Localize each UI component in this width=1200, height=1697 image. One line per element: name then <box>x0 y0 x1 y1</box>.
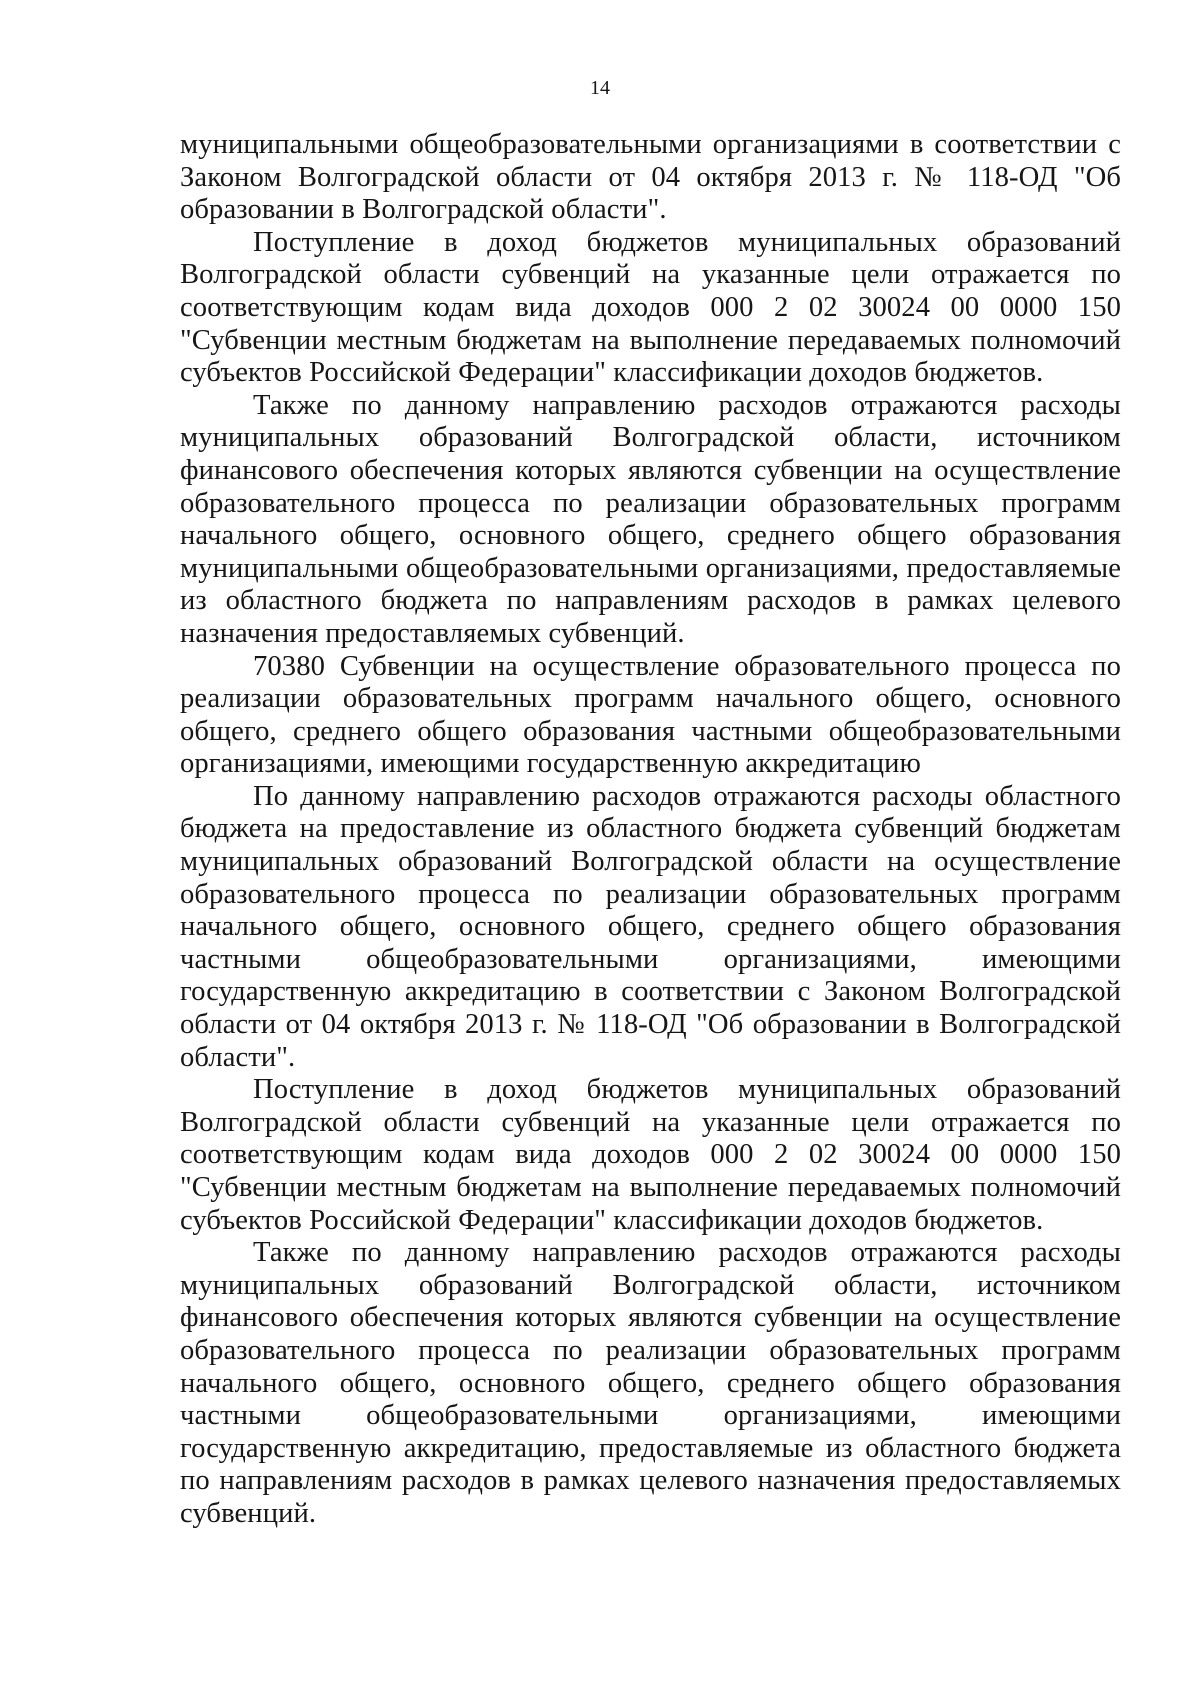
paragraph-revenue-subventions-2: Поступление в доход бюджетов муниципальных образований Волгоградской области субвенций на указанные цели отражается по соответствующим кодам вида доходов 000 2 02 30024 00 0000 150 "Субвенции местным бюджетам на выполнение передаваемых полномочий субъектов Российской Федерации" классификации доходов бюджетов. <box>180 1074 1121 1236</box>
paragraph-revenue-subventions: Поступление в доход бюджетов муниципальных образований Волгоградской области субвенций на указанные цели отражается по соответствующим кодам вида доходов 000 2 02 30024 00 0000 150 "Субвенции местным бюджетам на выполнение передаваемых полномочий субъектов Российской Федерации" классификации доходов бюджетов. <box>180 226 1121 389</box>
paragraph-regional-budget-expenses: По данному направлению расходов отражаются расходы областного бюджета на предоставление из областного бюджета субвенций бюджетам муниципальных образований Волгоградской области на осуществление образовательного процесса по реализации образовательных программ начального общего, основного общего, среднего общего образования частными общеобразовательными организациями, имеющими государственную аккредитацию в соответствии с Законом Волгоградской области от 04 октября 2013 г. № 118-ОД "Об образовании в Волгоградской области". <box>180 780 1121 1073</box>
paragraph-continuation: муниципальными общеобразовательными организациями в соответствии с Законом Волгоградской области от 04 октября 2013 г. № 118-ОД "Об образовании в Волгоградской области". <box>180 129 1121 226</box>
paragraph-code-70380-heading: 70380 Субвенции на осуществление образовательного процесса по реализации образовательных программ начального общего, основного общего, среднего общего образования частными общеобразовательными организациями, имеющими государственную аккредитацию <box>180 650 1121 780</box>
page-number: 14 <box>590 77 610 99</box>
document-body <box>180 129 1121 1531</box>
paragraph-municipal-expenses: Также по данному направлению расходов отражаются расходы муниципальных образований Волгоградской области, источником финансового обеспечения которых являются субвенции на осуществление образовательного процесса по реализации образовательных программ начального общего, основного общего, среднего общего образования муниципальными общеобразовательными организациями, предоставляемые из областного бюджета по направлениям расходов в рамках целевого назначения предоставляемых субвенций. <box>180 389 1121 649</box>
paragraph-municipal-expenses-2: Также по данному направлению расходов отражаются расходы муниципальных образований Волгоградской области, источником финансового обеспечения которых являются субвенции на осуществление образовательного процесса по реализации образовательных программ начального общего, основного общего, среднего общего образования частными общеобразовательными организациями, имеющими государственную аккредитацию, предоставляемые из областного бюджета по направлениям расходов в рамках целевого назначения предоставляемых субвенций. <box>180 1237 1121 1529</box>
